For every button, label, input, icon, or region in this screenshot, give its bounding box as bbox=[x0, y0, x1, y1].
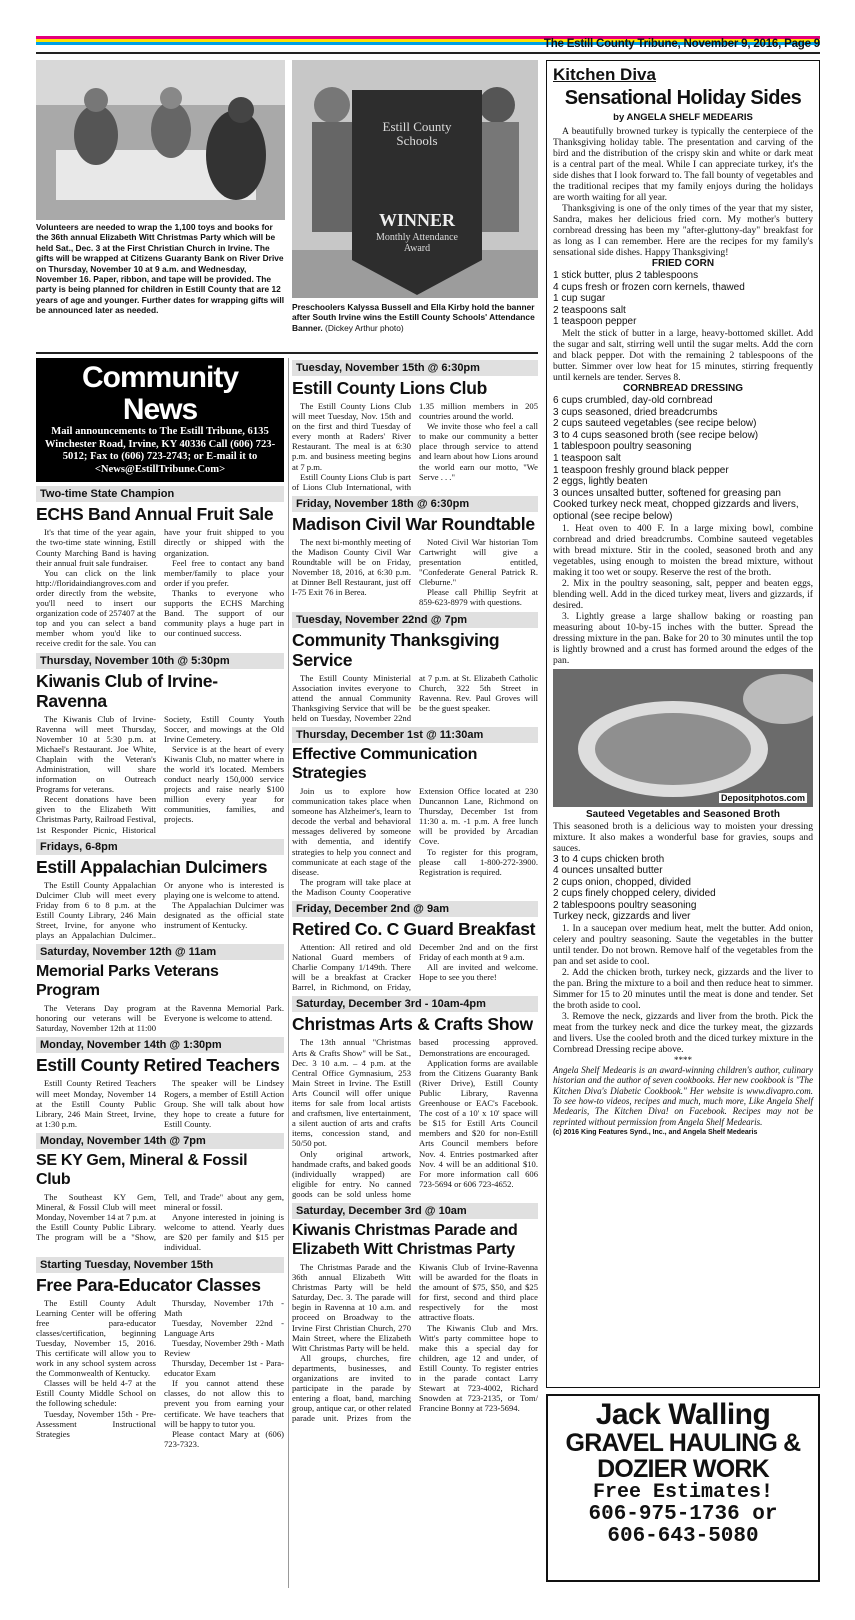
recipe-cornbread-title: CORNBREAD DRESSING bbox=[622, 382, 743, 394]
news-headline: Estill Appalachian Dulcimers bbox=[36, 856, 268, 877]
recipe-fried-corn-ingredients bbox=[553, 270, 813, 328]
news-paragraph: Attention: All retired and old National Guard members of Charlie Company 1/149th. There will be a breakfast at Cracker Barrel, in Richmond, on Friday, December 2nd and on the first Friday of each month at 9 a.m. bbox=[292, 942, 538, 993]
news-item bbox=[292, 996, 538, 1199]
ingredient: 3 ounces unsalted butter, softened for greasing pan bbox=[553, 487, 781, 499]
news-paragraph: Tuesday, November 15th - Pre-Assessment Instructional Strategies bbox=[36, 1408, 156, 1439]
news-body bbox=[292, 786, 538, 897]
news-paragraph: Tuesday, November 29th - Math Review bbox=[164, 1337, 284, 1358]
section-date-bar: Tuesday, November 22nd @ 7pm bbox=[292, 612, 538, 628]
recipe-step: 1. Heat oven to 400 F. In a large mixing bowl, combine cornbread and dried breadcrumbs. Combine sauteed vegetables with bread mixture. Stir in the cooled, seasoned broth and any vegetables, using enough to moisten the bread mixture, without making it too wet or soupy. Reserve the rest of the broth. bbox=[553, 522, 813, 578]
news-item bbox=[36, 653, 284, 835]
news-headline: Kiwanis Club of Irvine-Ravenna bbox=[36, 670, 218, 711]
news-item bbox=[36, 1257, 284, 1449]
copyright: (c) 2016 King Features Synd., Inc., and Angela Shelf Medearis bbox=[553, 1128, 758, 1136]
news-item bbox=[292, 901, 538, 992]
news-item bbox=[292, 360, 538, 492]
news-item bbox=[36, 839, 284, 941]
food-illustration bbox=[553, 669, 813, 807]
middle-column bbox=[292, 356, 538, 1427]
news-paragraph: Tuesday, November 22nd - Language Arts bbox=[164, 1317, 284, 1338]
banner-text-1: Estill County Schools bbox=[382, 119, 452, 148]
news-paragraph: You can click on the link http://floridaindiangroves.com and order directly from the website, you'll need to insert our organization code of 257407 at the top and you can select a band member whom you'd like to receive credit for the sale. You can have your fruit shipped to you directly or shipped with the organization. bbox=[36, 527, 284, 649]
preschool-illustration bbox=[292, 60, 538, 298]
news-paragraph: Please contact Mary at (606) 723-7323. bbox=[164, 1428, 284, 1449]
ad-phone-1: 606-975-1736 or bbox=[588, 1503, 778, 1526]
banner-text-3: Monthly Attendance Award bbox=[376, 232, 458, 254]
section-date-bar: Monday, November 14th @ 7pm bbox=[36, 1133, 284, 1149]
news-headline: Free Para-Educator Classes bbox=[36, 1274, 261, 1295]
ingredient: 2 cups sauteed vegetables (see recipe below) bbox=[553, 418, 757, 430]
section-date-bar: Thursday, December 1st @ 11:30am bbox=[292, 727, 538, 743]
news-body bbox=[36, 527, 284, 648]
news-paragraph: The Christmas Parade and the 36th annual Elizabeth Witt Christmas Party will be held Saturday, Dec. 3. The parade will begin in Ravenna at 10 a.m. and proceed on Broadway to the Irvine First Christian Church, 270 Main Street, where the Elizabeth Witt Christmas Party will be held. bbox=[292, 1261, 411, 1353]
news-body bbox=[36, 1298, 284, 1449]
ingredient: 1 cup sugar bbox=[553, 293, 606, 305]
food-photo-credit: Depositphotos.com bbox=[720, 792, 805, 803]
recipe-step: 2. Mix in the poultry seasoning, salt, pepper and beaten eggs, blending well. Add in the diced turkey meat, livers and gizzards, if desired. bbox=[553, 577, 813, 611]
news-paragraph: The Kiwanis Club and Mrs. Witt's party committee hope to make this a special day for children, age 12 and under, of Estill County. To register entries in the parade contact Larry Stewart at 723-4002, Richard Snowden at 723-2135, or Tom/ Francine Bonny at 723-5694. bbox=[419, 1322, 538, 1414]
news-paragraph: Noted Civil War historian Tom Cartwright will give a presentation entitled, "Confederate General Patrick R. Cleburne." bbox=[419, 536, 538, 588]
news-paragraph: The Appalachian Dulcimer was designated as the official state instrument of Kentucky. bbox=[164, 899, 284, 930]
news-body bbox=[292, 537, 538, 608]
news-paragraph: The Southeast KY Gem, Mineral, & Fossil Club will meet Monday, November 14 at 7 p.m. at the Estill County Public Library. The program will be a "Show, Tell, and Trade" about any gem, mineral or fossil. bbox=[36, 1191, 284, 1243]
news-paragraph: Join us to explore how communication takes place when someone has Alzheimer's, learn to decode the verbal and behavioral messages delivered by someone with dementia, and identify strategies to help you connect and communicate at each stage of the disease. bbox=[292, 785, 411, 877]
news-item bbox=[292, 496, 538, 608]
news-body bbox=[292, 673, 538, 723]
news-paragraph: The Kiwanis Club of Irvine-Ravenna will meet Thursday, November 10 at 5:30 p.m. at Michael's Restaurant. Joe White, Chaplain with the Veteran's Administration, will share information on Outreach Programs for veterans. bbox=[36, 713, 156, 795]
news-paragraph: Classes will be held 4-7 at the Estill County Middle School on the following schedule: bbox=[36, 1378, 156, 1409]
ingredient: 1 teaspoon freshly ground black pepper bbox=[553, 464, 729, 476]
news-paragraph: The Estill County Lions Club will meet Tuesday, Nov. 15th and on the first and third Tuesday of every month at Raders' River Restaurant. The meal is at 6:30 p.m. and business meeting begins at 7 p.m. bbox=[292, 401, 411, 472]
ad-line-2: GRAVEL HAULING & bbox=[565, 1429, 801, 1457]
author-bio: Angela Shelf Medearis is an award-winning children's author, culinary historian and the author of seven cookbooks. Her new cookbook is "The Kitchen Diva's Diabetic Cookbook." Her website is www.divapro.com. To see how-to videos, recipes and much, much more, Like Angela Shelf Medearis, The Kitchen Diva! on Facebook. Recipes may not be reprinted without permission from Angela Shelf Medearis. bbox=[553, 1065, 813, 1127]
news-body bbox=[292, 942, 538, 992]
news-body bbox=[292, 1037, 538, 1199]
recipe-broth-title: Sauteed Vegetables and Seasoned Broth bbox=[586, 808, 780, 820]
kitchen-intro bbox=[553, 126, 813, 258]
news-paragraph: Please call Phillip Seyfrit at 859-623-8979 with questions. bbox=[419, 587, 538, 608]
news-paragraph: The Estill County Ministerial Association invites everyone to attend the annual Community Thanksgiving Service that will be held on Tuesday, November 22nd at 7 p.m. at St. Elizabeth Catholic Church, 322 5th Street in Ravenna. Rev. Paul Groves will be the guest speaker. bbox=[292, 672, 538, 723]
ingredient: 2 teaspoons salt bbox=[553, 304, 626, 316]
recipe-step: 1. In a saucepan over medium heat, melt the butter. Add onion, celery and poultry seasoning. Saute the vegetables in the butter until tender. Do not brown. Remove half of the vegetables from the pan and set aside to cool. bbox=[553, 923, 813, 968]
community-news-title: Community News bbox=[82, 361, 238, 426]
news-paragraph: To register for this program, please call 1-800-272-3900. Registration is required. bbox=[419, 846, 538, 877]
ingredient: 4 ounces unsalted butter bbox=[553, 865, 663, 877]
ingredient: 6 cups crumbled, day-old cornbread bbox=[553, 394, 713, 406]
news-paragraph: Service is at the heart of every Kiwanis Club, no matter where in the world it's located. Members conduct nearly 150,000 service projects and raise nearly $100 million every year for communities, families, and projects. bbox=[164, 743, 284, 825]
ingredient: 2 eggs, lightly beaten bbox=[553, 476, 648, 488]
ingredient: 1 teaspoon salt bbox=[553, 452, 621, 464]
ingredient: Turkey neck, gizzards and liver bbox=[553, 911, 691, 923]
food-photo bbox=[553, 669, 813, 807]
news-paragraph: If you cannot attend these classes, do not allow this to prevent you from earning your certificate. We have teachers that will be happy to tutor you. bbox=[164, 1378, 284, 1429]
page-header: The Estill County Tribune, November 9, 2016, Page 9 bbox=[543, 38, 820, 50]
community-news-mail: Mail announcements to The Estill Tribune, 6135 Winchester Road, Irvine, KY 40336 Call (606) 723-5012; Fax to (606) 723-2743; or E-mail it to <News@EstillTribune.Com> bbox=[44, 426, 276, 475]
ingredient: 2 cups finely chopped celery, divided bbox=[553, 888, 716, 900]
recipe-step: Melt the stick of butter in a large, heavy-bottomed skillet. Add the sugar and salt, stirring well until the sugar melts. Add the corn and black pepper. Dot with the remaining 2 tablespoons of the butter. Simmer over low heat for 15 minutes, stirring frequently until kernels are tender. Serves 8. bbox=[553, 327, 813, 383]
news-item bbox=[36, 486, 284, 648]
volunteers-caption: Volunteers are needed to wrap the 1,100 toys and books for the 36th annual Elizabeth Witt Christmas Party which will be held Sat., Dec. 3 at the First Christian Church in Irvine. The gifts will be wrapped at Citizens Guaranty Bank on River Drive on Thursday, November 10 at 9 a.m. and Wednesday, November 16. Paper, ribbon, and tape will be provided. The party is being planned for children in Estill County that are 12 years of age and younger. Further dates for wrapping gifts will be announced later as needed. bbox=[36, 222, 285, 316]
ingredient: 1 tablespoon poultry seasoning bbox=[553, 441, 692, 453]
news-paragraph: Application forms are available from the Citizens Guaranty Bank (River Drive), Estill County Public Library, Ravenna Greenhouse or EAC's Facebook. The cost of a 10' x 10' space will be $15 for Estill Arts Council members and $20 for non-Estill Arts Council members before Nov. 4. Entries postmarked after Nov. 4 will be an additional $10. For more information call 606 723-5694 or 606 723-4652. bbox=[419, 1057, 538, 1189]
news-body bbox=[292, 1262, 538, 1424]
section-date-bar: Fridays, 6-8pm bbox=[36, 839, 284, 855]
news-body bbox=[292, 401, 538, 492]
news-headline: Madison Civil War Roundtable bbox=[292, 513, 535, 534]
preschool-photo bbox=[292, 60, 538, 298]
column-divider bbox=[288, 358, 289, 1588]
news-item bbox=[36, 944, 284, 1033]
preschool-caption-text: Preschoolers Kalyssa Bussell and Ella Kirby hold the banner after South Irvine wins the Estill County Schools' Attendance Banner. bbox=[292, 302, 535, 333]
left-stories bbox=[36, 486, 284, 1449]
news-item bbox=[36, 1037, 284, 1128]
ad-name: Jack Walling bbox=[595, 1398, 771, 1431]
news-headline: Kiwanis Christmas Parade and Elizabeth Witt Christmas Party bbox=[292, 1221, 518, 1258]
news-paragraph: Thursday, December 1st - Para-educator Exam bbox=[164, 1358, 284, 1379]
news-paragraph: The Veterans Day program honoring our veterans will be Saturday, November 12th at 11:00 at the Ravenna Memorial Park. Everyone is welcome to attend. bbox=[36, 1003, 284, 1034]
news-body bbox=[36, 1003, 284, 1033]
recipe-cornbread-ingredients bbox=[553, 395, 813, 523]
volunteers-photo bbox=[36, 60, 285, 220]
news-body bbox=[36, 880, 284, 941]
ad-phone-2: 606-643-5080 bbox=[607, 1525, 759, 1548]
recipe-broth-ingredients bbox=[553, 854, 813, 924]
recipe-step: 3. Remove the neck, gizzards and liver from the broth. Pick the meat from the turkey neck and dice the turkey meat, the gizzards and livers. Use the cooled broth and the diced turkey mixture in the Cornbread Dressing recipe above. bbox=[553, 1011, 813, 1056]
recipe-fried-corn-title: FRIED CORN bbox=[651, 258, 715, 269]
left-column bbox=[36, 358, 284, 1453]
news-headline: Retired Co. C Guard Breakfast bbox=[292, 919, 536, 939]
ingredient: 3 to 4 cups chicken broth bbox=[553, 853, 665, 865]
news-headline: Estill County Retired Teachers bbox=[36, 1055, 280, 1076]
news-item bbox=[36, 1133, 284, 1253]
banner-text-2: WINNER bbox=[378, 210, 455, 230]
ingredient: 2 tablespoons poultry seasoning bbox=[553, 899, 697, 911]
section-date-bar: Thursday, November 10th @ 5:30pm bbox=[36, 653, 284, 669]
ingredient: 2 cups onion, chopped, divided bbox=[553, 876, 691, 888]
news-paragraph: Thanks to everyone who supports the ECHS Marching Band. The support of our community plays a huge part in our continued success. bbox=[164, 587, 284, 639]
news-paragraph: Estill County Retired Teachers will meet Monday, November 14 at the Estill County Public Library, 246 Main Street, Irvine, at 1:30 p.m. bbox=[36, 1078, 156, 1129]
recipe-step: 3. Lightly grease a large shallow baking or roasting pan measuring about 10-by-15 inches with the butter. Spread the dressing mixture in the pan. Bake for 20 to 30 minutes until the top is lightly browned and a crust has formed around the edges of the pan. bbox=[553, 610, 813, 666]
separator-stars: **** bbox=[674, 1055, 692, 1066]
section-date-bar: Tuesday, November 15th @ 6:30pm bbox=[292, 360, 538, 376]
news-paragraph: The Estill County Adult Learning Center will be offering free para-educator classes/certification, beginning Tuesday, November 15, 2016. This certificate will allow you to work in any school system across the Commonwealth of Kentucky. bbox=[36, 1297, 156, 1379]
section-date-bar: Friday, December 2nd @ 9am bbox=[292, 901, 538, 917]
news-paragraph: We invite those who feel a call to make our community a better place through service to attend and learn about how Lions around the world earn our motto, "We Serve . . ." bbox=[419, 421, 538, 482]
volunteers-illustration bbox=[36, 60, 285, 220]
section-rule bbox=[36, 352, 538, 354]
section-date-bar: Friday, November 18th @ 6:30pm bbox=[292, 496, 538, 512]
news-body bbox=[36, 1192, 284, 1253]
news-paragraph: The Estill County Appalachian Dulcimer Club will meet every Friday from 6 to 8 p.m. at the Estill County Library, 246 Main Street, Irvine, for anyone who plays an Appalachian Dulcimer.. Or anyone who is interested is playing one is welcome to attend. bbox=[36, 879, 284, 941]
news-paragraph: It's that time of the year again, the two-time state winning, Estill County Marching Band is having their annual fruit sale fundraiser. bbox=[36, 527, 156, 568]
kitchen-diva-title: Kitchen Diva bbox=[553, 65, 656, 84]
ingredient: 4 cups fresh or frozen corn kernels, thawed bbox=[553, 281, 745, 293]
preschool-caption bbox=[292, 302, 538, 333]
news-paragraph: Only original artwork, handmade crafts, and baked goods (individually wrapped) are eligible for entry. No canned goods can be sold unless home based processing approved. Demonstrations are encouraged. bbox=[292, 1037, 538, 1199]
news-paragraph: The next bi-monthly meeting of the Madison County Civil War Roundtable will be on Friday, November 18, 2016, at 6:30 p.m. at Dinner Bell Restaurant, just off I-75 Exit 76 in Berea. bbox=[292, 536, 411, 598]
news-headline: Christmas Arts & Crafts Show bbox=[292, 1014, 533, 1035]
news-item bbox=[292, 612, 538, 723]
community-news-box bbox=[36, 358, 284, 482]
section-date-bar: Two-time State Champion bbox=[36, 486, 284, 502]
news-paragraph: Estill County Lions Club is part of Lions Club International, with 1.35 million members in 205 countries around the world. bbox=[292, 401, 538, 492]
news-paragraph: Thursday, November 17th - Math bbox=[164, 1297, 284, 1318]
news-paragraph: Anyone interested in joining is welcome to attend. Yearly dues are $20 per family and $15 per individual. bbox=[164, 1212, 284, 1253]
preschool-credit: (Dickey Arthur photo) bbox=[325, 322, 404, 333]
section-date-bar: Monday, November 14th @ 1:30pm bbox=[36, 1037, 284, 1053]
ad-free-estimates: Free Estimates! bbox=[592, 1481, 774, 1504]
news-paragraph: Recent donations have been given to the Elizabeth Witt Christmas Party, Railroad Festival, 1st Responder Picnic, Historical Society, Estill County Youth Soccer, and mowings at the Old Irvine Cemetery. bbox=[36, 713, 284, 835]
recipe-step: 2. Add the chicken broth, turkey neck, gizzards and the liver to the pan. Bring the mixture to a boil and then reduce heat to simmer. Simmer for 15 to 20 minutes until the meat is done and tender. Set the broth aside to cool. bbox=[553, 967, 813, 1012]
news-item bbox=[292, 1203, 538, 1424]
section-date-bar: Starting Tuesday, November 15th bbox=[36, 1257, 284, 1273]
news-paragraph: All are invited and welcome. Hope to see you there! bbox=[419, 962, 538, 983]
news-paragraph: All groups, churches, fire departments, businesses, and organizations are invited to participate in the parade by entering a float, band, marching group, antique car, or other related parade unit. Prizes from the Kiwanis Club of Irvine-Ravenna will be awarded for the floats in the amount of $75, $50, and $25 for first, second and third place respectively for the most attractive floats. bbox=[292, 1261, 538, 1424]
ingredient: 3 to 4 cups seasoned broth (see recipe below) bbox=[553, 429, 759, 441]
kitchen-diva-headline: Sensational Holiday Sides bbox=[564, 87, 802, 109]
middle-stories bbox=[292, 360, 538, 1423]
news-headline: SE KY Gem, Mineral & Fossil Club bbox=[36, 1151, 248, 1188]
section-date-bar: Saturday, November 12th @ 11am bbox=[36, 944, 284, 960]
jack-walling-ad bbox=[546, 1394, 820, 1582]
kitchen-diva-byline: by ANGELA SHELF MEDEARIS bbox=[613, 112, 753, 123]
news-headline: Estill County Lions Club bbox=[292, 378, 488, 398]
ingredient: Cooked turkey neck meat, chopped gizzards and livers, optional (see recipe below) bbox=[553, 499, 799, 522]
kitchen-intro-p2: Thanksgiving is one of the only times of the year that my sister, Sandra, makes her delicious fried corn. My mother's buttery cornbread dressing has been my "after-gluttony-day" breakfast for as long as I can remember. Here are the recipes for my family's sensational side dishes. Happy Thanksgiving! bbox=[553, 203, 813, 258]
news-headline: Effective Communication Strategies bbox=[292, 745, 478, 782]
kitchen-intro-p1: A beautifully browned turkey is typically the centerpiece of the Thanksgiving holiday table. The presentation and carving of the bird and the distribution of the crispy skin and white or dark meat is a central part of the meal. While I can appreciate turkey, it's the side dishes that I look forward to. The fall bounty of vegetables and the traditional recipes that my family enjoys during the holidays are worth waiting for all year. bbox=[553, 126, 813, 203]
news-paragraph: Feel free to contact any band member/family to place your order if you prefer. bbox=[164, 557, 284, 588]
news-headline: Memorial Parks Veterans Program bbox=[36, 963, 219, 1000]
news-body bbox=[36, 714, 284, 835]
section-date-bar: Saturday, December 3rd - 10am-4pm bbox=[292, 996, 538, 1012]
news-paragraph: The 13th annual "Christmas Arts & Crafts Show" will be Sat., Dec. 3 10 a.m. – 4 p.m. at the Central Office Gymnasium, 253 Main Street in Irvine. The Estill Arts Council will offer unique items for sale from local artists and craftsmen, live entertainment, a silent auction of arts and crafts items, concession stand, and 50/50 pot. bbox=[292, 1037, 411, 1149]
news-item bbox=[292, 727, 538, 897]
news-paragraph: The program will take place at the Madison County Cooperative Extension Office located at 230 Duncannon Lane, Richmond on Thursday, December 1st from 11:30 a. m. -1 p.m. A free lunch will be provided by Arcadian Cove. bbox=[292, 785, 538, 897]
section-date-bar: Saturday, December 3rd @ 10am bbox=[292, 1203, 538, 1219]
news-body bbox=[36, 1078, 284, 1128]
news-headline: Community Thanksgiving Service bbox=[292, 629, 500, 670]
header-rule bbox=[36, 52, 820, 54]
news-headline: ECHS Band Annual Fruit Sale bbox=[36, 504, 274, 525]
ingredient: 1 teaspoon pepper bbox=[553, 316, 637, 328]
news-paragraph: The speaker will be Lindsey Rogers, a member of Estill Action Group. She will talk about how they hope to create a future for Estill County. bbox=[164, 1078, 284, 1129]
recipe-broth-intro: This seasoned broth is a delicious way to moisten your dressing mixture. It also makes a wonderful base for gravies, soups and sauces. bbox=[553, 820, 813, 854]
kitchen-diva-box bbox=[546, 60, 820, 1388]
ad-line-3: DOZIER WORK bbox=[597, 1455, 769, 1483]
ingredient: 1 stick butter, plus 2 tablespoons bbox=[553, 270, 699, 281]
ingredient: 3 cups seasoned, dried breadcrumbs bbox=[553, 406, 718, 418]
